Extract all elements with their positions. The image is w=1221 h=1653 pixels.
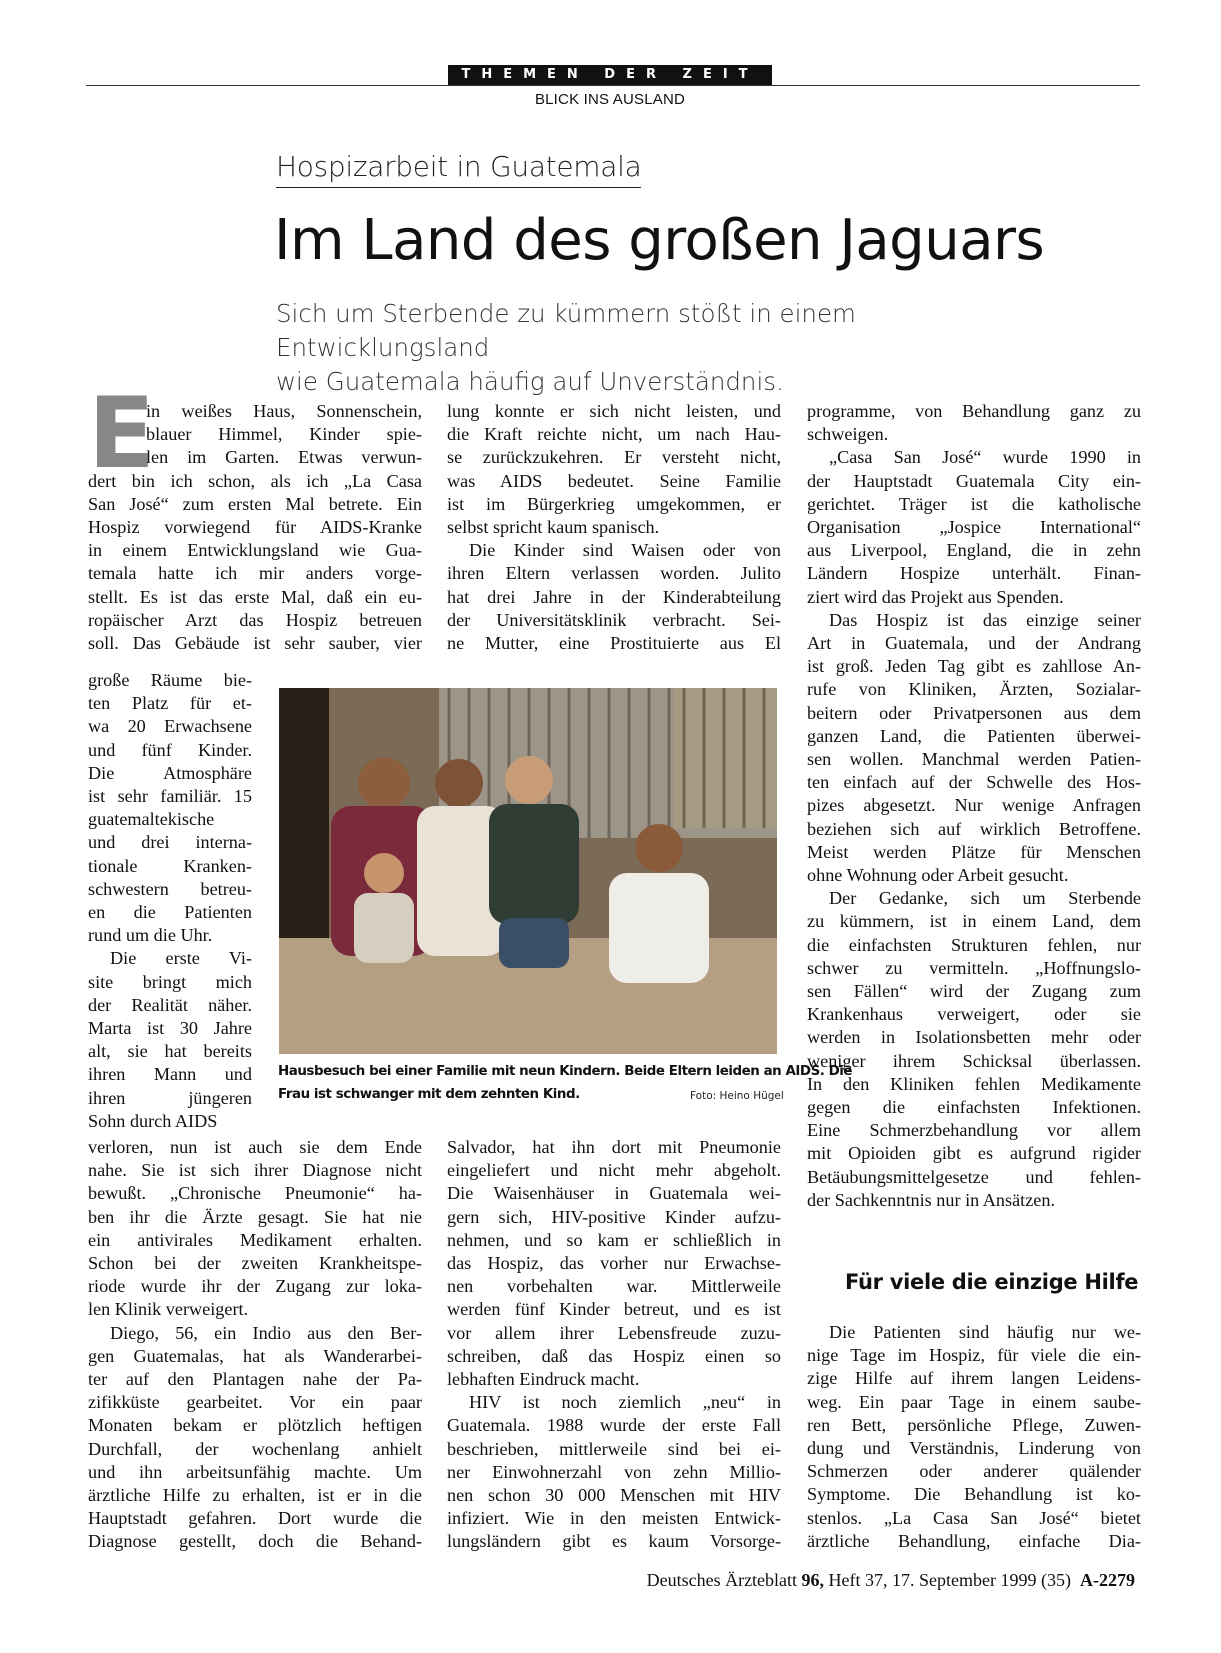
text-line: zu kümmern, ist in einem Land, dem: [807, 911, 1141, 932]
text-line: sen Fällen“ wird der Zugang zum: [807, 981, 1141, 1001]
text-line: und fünf Kinder.: [88, 739, 252, 760]
header-rule: [86, 85, 1140, 86]
text-line: der Realität näher.: [88, 994, 252, 1015]
text-line: sen wollen. Manchmal werden Patien-: [807, 749, 1141, 769]
text-line: bewußt. „Chronische Pneumonie“ ha-: [88, 1183, 422, 1204]
text-line: pizes abgesetzt. Nur wenige Anfragen: [807, 795, 1141, 816]
drop-cap: E: [88, 377, 155, 491]
text-line: ren Bett, persönliche Pflege, Zuwen-: [807, 1414, 1141, 1435]
text-line: ben ihr die Ärzte gesagt. Sie hat nie: [88, 1206, 422, 1227]
text-line: ten einfach auf der Schwelle des Hos-: [807, 772, 1141, 793]
text-line: ihren Mann und: [88, 1064, 252, 1085]
text-line: alt, sie hat bereits: [88, 1041, 252, 1062]
text-line: vor allem ihrer Lebensfreude zuzu-: [447, 1322, 781, 1343]
text-line: nen vorbehalten war. Mittlerweile: [447, 1276, 781, 1297]
text-line: Die Waisenhäuser in Guatemala wei-: [447, 1183, 781, 1204]
text-line: stellt. Es ist das erste Mal, daß ein eu-: [88, 586, 422, 607]
text-line: soll. Das Gebäude ist sehr sauber, vier: [88, 633, 422, 653]
text-line: ne Mutter, eine Prostituierte aus El: [447, 633, 781, 653]
text-line: nige Tage im Hospiz, für viele die ein-: [807, 1345, 1141, 1366]
article-photo: [279, 688, 777, 1054]
page-footer: [647, 1570, 1135, 1591]
text-line: in weißes Haus, Sonnenschein,: [146, 401, 422, 421]
text-line: hat drei Jahre in der Kinderabteilung: [447, 586, 781, 607]
text-line: HIV ist noch ziemlich „neu“ in: [469, 1392, 781, 1413]
text-line: beschrieben, mittlerweile sind bei ei-: [447, 1438, 781, 1459]
text-line: zifikküste gearbeitet. Vor ein paar: [88, 1392, 422, 1413]
text-line: schweigen.: [807, 424, 889, 445]
text-line: ist sehr familiär. 15: [88, 786, 252, 806]
text-line: nen schon 30 000 Menschen mit HIV: [447, 1485, 781, 1505]
text-line: ist im Bürgerkrieg umgekommen, er: [447, 493, 781, 514]
text-line: lebhaften Eindruck macht.: [447, 1369, 640, 1389]
text-line: werden fünf Kinder betreut, und es ist: [447, 1299, 781, 1320]
deck-line: Sich um Sterbende zu kümmern stößt in einem Entwicklungsland: [276, 299, 856, 362]
text-line: Betäubungsmittelgesetze und fehlen-: [807, 1166, 1141, 1187]
text-line: Der Gedanke, sich um Sterbende: [829, 888, 1141, 909]
article-title: Im Land des großen Jaguars: [274, 208, 1045, 273]
text-line: Sohn durch AIDS: [88, 1110, 218, 1131]
text-line: San José“ zum ersten Mal betrete. Ein: [88, 493, 422, 514]
text-line: Art in Guatemala, und der Andrang: [807, 633, 1141, 653]
text-line: ter auf den Plantagen nahe der Pa-: [88, 1369, 422, 1389]
text-line: ohne Wohnung oder Arbeit gesucht.: [807, 865, 1069, 885]
text-line: nahe. Sie ist sich ihrer Diagnose nicht: [88, 1160, 422, 1181]
text-line: Marta ist 30 Jahre: [88, 1018, 252, 1038]
text-line: schreiben, daß das Hospiz einen so: [447, 1345, 781, 1366]
text-line: Die Patienten sind häufig nur we-: [829, 1322, 1141, 1342]
text-line: Hauptstadt gefahren. Dort wurde die: [88, 1508, 422, 1529]
text-line: ist groß. Jeden Tag gibt es zahllose An-: [807, 656, 1141, 677]
text-line: ziert wird das Projekt aus Spenden.: [807, 586, 1064, 607]
text-line: Krankenhaus verweigert, oder sie: [807, 1004, 1141, 1025]
text-line: Meist werden Plätze für Menschen: [807, 841, 1141, 862]
text-line: ein antivirales Medikament erhalten.: [88, 1229, 422, 1250]
text-line: Diagnose gestellt, doch die Behand-: [88, 1531, 422, 1552]
text-line: selbst spricht kaum spanisch.: [447, 517, 660, 537]
text-line: Symptome. Die Behandlung ist ko-: [807, 1484, 1141, 1505]
journal-issue: Heft 37, 17. September 1999 (35): [828, 1570, 1071, 1590]
text-line: infiziert. Wie in den meisten Entwick-: [447, 1508, 781, 1529]
text-line: rund um die Uhr.: [88, 925, 213, 946]
text-line: nehmen, und so kam er schließlich in: [447, 1229, 781, 1250]
text-line: gen Guatemalas, hat als Wanderarbei-: [88, 1345, 422, 1366]
text-line: das Hospiz, das vorher nur Erwachse-: [447, 1253, 781, 1273]
text-line: en die Patienten: [88, 902, 252, 922]
text-line: weniger ihrem Schicksal überlassen.: [807, 1050, 1141, 1071]
text-line: Monaten bekam er plötzlich heftigen: [88, 1415, 422, 1436]
text-line: verloren, nun ist auch sie dem Ende: [88, 1137, 422, 1157]
page-number: A-2279: [1080, 1570, 1135, 1590]
text-line: Salvador, hat ihn dort mit Pneumonie: [447, 1137, 781, 1157]
text-line: Die Kinder sind Waisen oder von: [469, 540, 781, 561]
text-line: und ihn arbeitsunfähig machte. Um: [88, 1461, 422, 1482]
text-line: stenlos. „La Casa San José“ bietet: [807, 1507, 1141, 1528]
text-line: riode wurde ihr der Zugang zur loka-: [88, 1276, 422, 1297]
text-line: in einem Entwicklungsland wie Gua-: [88, 540, 422, 561]
text-line: ner Einwohnerzahl von zehn Millio-: [447, 1461, 781, 1482]
text-line: tionale Kranken-: [88, 855, 252, 876]
text-line: dert bin ich schon, als ich „La Casa: [88, 470, 422, 491]
text-line: Die Atmosphäre: [88, 762, 252, 783]
text-line: eingeliefert und nicht mehr abgeholt.: [447, 1160, 781, 1181]
text-line: Die erste Vi-: [110, 948, 252, 969]
text-line: Ländern Hospize unterhält. Finan-: [807, 563, 1141, 584]
text-line: ganzen Land, die Patienten überwei-: [807, 725, 1141, 746]
text-line: guatemaltekische: [88, 809, 215, 830]
photo-caption: Hausbesuch bei einer Familie mit neun Kindern. Beide Eltern leiden an AIDS. Die: [278, 1064, 853, 1079]
journal-volume: 96,: [801, 1570, 825, 1590]
text-line: ärztliche Hilfe zu erhalten, ist er in die: [88, 1485, 422, 1505]
text-line: ropäischer Arzt das Hospiz betreuen: [88, 609, 422, 630]
text-line: beitern oder Privatpersonen aus dem: [807, 702, 1141, 723]
text-line: aus Liverpool, England, die in zehn: [807, 540, 1141, 561]
text-line: Guatemala. 1988 wurde der erste Fall: [447, 1415, 781, 1436]
deck-line: wie Guatemala häufig auf Unverständnis.: [276, 367, 784, 396]
text-line: Schon bei der zweiten Krankheitspe-: [88, 1253, 422, 1273]
text-line: der Hauptstadt Guatemala City ein-: [807, 470, 1141, 491]
article-kicker: Hospizarbeit in Guatemala: [276, 150, 641, 188]
text-line: dung und Verständnis, Linderung von: [807, 1438, 1141, 1458]
text-line: ten Platz für et-: [88, 693, 252, 714]
text-line: blauer Himmel, Kinder spie-: [146, 424, 422, 445]
text-line: weg. Ein paar Tage in einem saube-: [807, 1391, 1141, 1412]
text-line: mit Opioiden gibt es aufgrund rigider: [807, 1143, 1141, 1164]
text-line: gegen die einfachsten Infektionen.: [807, 1097, 1141, 1117]
text-line: schwestern betreu-: [88, 878, 252, 899]
subsection-label: BLICK INS AUSLAND: [534, 91, 686, 108]
text-line: Diego, 56, ein Indio aus den Ber-: [110, 1322, 422, 1343]
text-line: In den Kliniken fehlen Medikamente: [807, 1073, 1141, 1094]
text-line: ärztliche Behandlung, einfache Dia-: [807, 1530, 1141, 1551]
text-line: wa 20 Erwachsene: [88, 716, 252, 737]
text-line: len im Garten. Etwas verwun-: [146, 447, 422, 468]
text-line: rufe von Kliniken, Ärzten, Sozialar-: [807, 679, 1141, 700]
text-line: und drei interna-: [88, 832, 252, 853]
text-line: site bringt mich: [88, 971, 252, 992]
text-line: große Räume bie-: [88, 670, 252, 690]
text-line: beziehen sich auf wirklich Betroffene.: [807, 818, 1141, 839]
text-line: Organisation „Jospice International“: [807, 517, 1141, 537]
photo-caption: Frau ist schwanger mit dem zehnten Kind.: [278, 1087, 580, 1102]
section-label: THEMEN DER ZEIT: [448, 65, 772, 85]
text-line: die Kraft reichte nicht, um nach Hau-: [447, 424, 781, 445]
text-line: Eine Schmerzbehandlung vor allem: [807, 1120, 1141, 1141]
section-subheading: Für viele die einzige Hilfe: [845, 1270, 1139, 1294]
text-line: gerichtet. Träger ist die katholische: [807, 493, 1141, 514]
text-line: schwer zu vermitteln. „Hoffnungslo-: [807, 957, 1141, 978]
text-line: zige Hilfe auf ihrem langen Leidens-: [807, 1368, 1141, 1389]
text-line: Das Hospiz ist das einzige seiner: [829, 609, 1141, 630]
text-line: werden in Isolationsbetten mehr oder: [807, 1027, 1141, 1048]
text-line: lung konnte er sich nicht leisten, und: [447, 401, 781, 421]
text-line: der Universitätsklinik verbracht. Sei-: [447, 609, 781, 630]
text-line: ihren jüngeren: [88, 1087, 252, 1108]
text-line: gern sich, HIV-positive Kinder aufzu-: [447, 1206, 781, 1227]
text-line: ihren Eltern verlassen worden. Julito: [447, 563, 781, 584]
article-deck: [276, 297, 1056, 399]
text-line: Durchfall, der wochenlang anhielt: [88, 1438, 422, 1459]
text-line: Hospiz vorwiegend für AIDS-Kranke: [88, 517, 422, 537]
text-line: lungsländern gibt es kaum Vorsorge-: [447, 1531, 781, 1552]
text-line: der Sachkenntnis nur in Ansätzen.: [807, 1189, 1055, 1210]
text-line: „Casa San José“ wurde 1990 in: [829, 447, 1141, 468]
text-line: temala hatte ich mir anders vorge-: [88, 563, 422, 584]
text-line: die einfachsten Strukturen fehlen, nur: [807, 934, 1141, 955]
text-line: len Klinik verweigert.: [88, 1299, 249, 1320]
text-line: se zurückzukehren. Er versteht nicht,: [447, 447, 781, 468]
text-line: Schmerzen oder anderer quälender: [807, 1461, 1141, 1482]
text-line: was AIDS bedeutet. Seine Familie: [447, 470, 781, 491]
family-photo-image: [279, 688, 777, 1054]
text-line: programme, von Behandlung ganz zu: [807, 401, 1141, 421]
journal-name: Deutsches Ärzteblatt: [646, 1570, 798, 1590]
photo-credit: Foto: Heino Hügel: [690, 1090, 784, 1102]
